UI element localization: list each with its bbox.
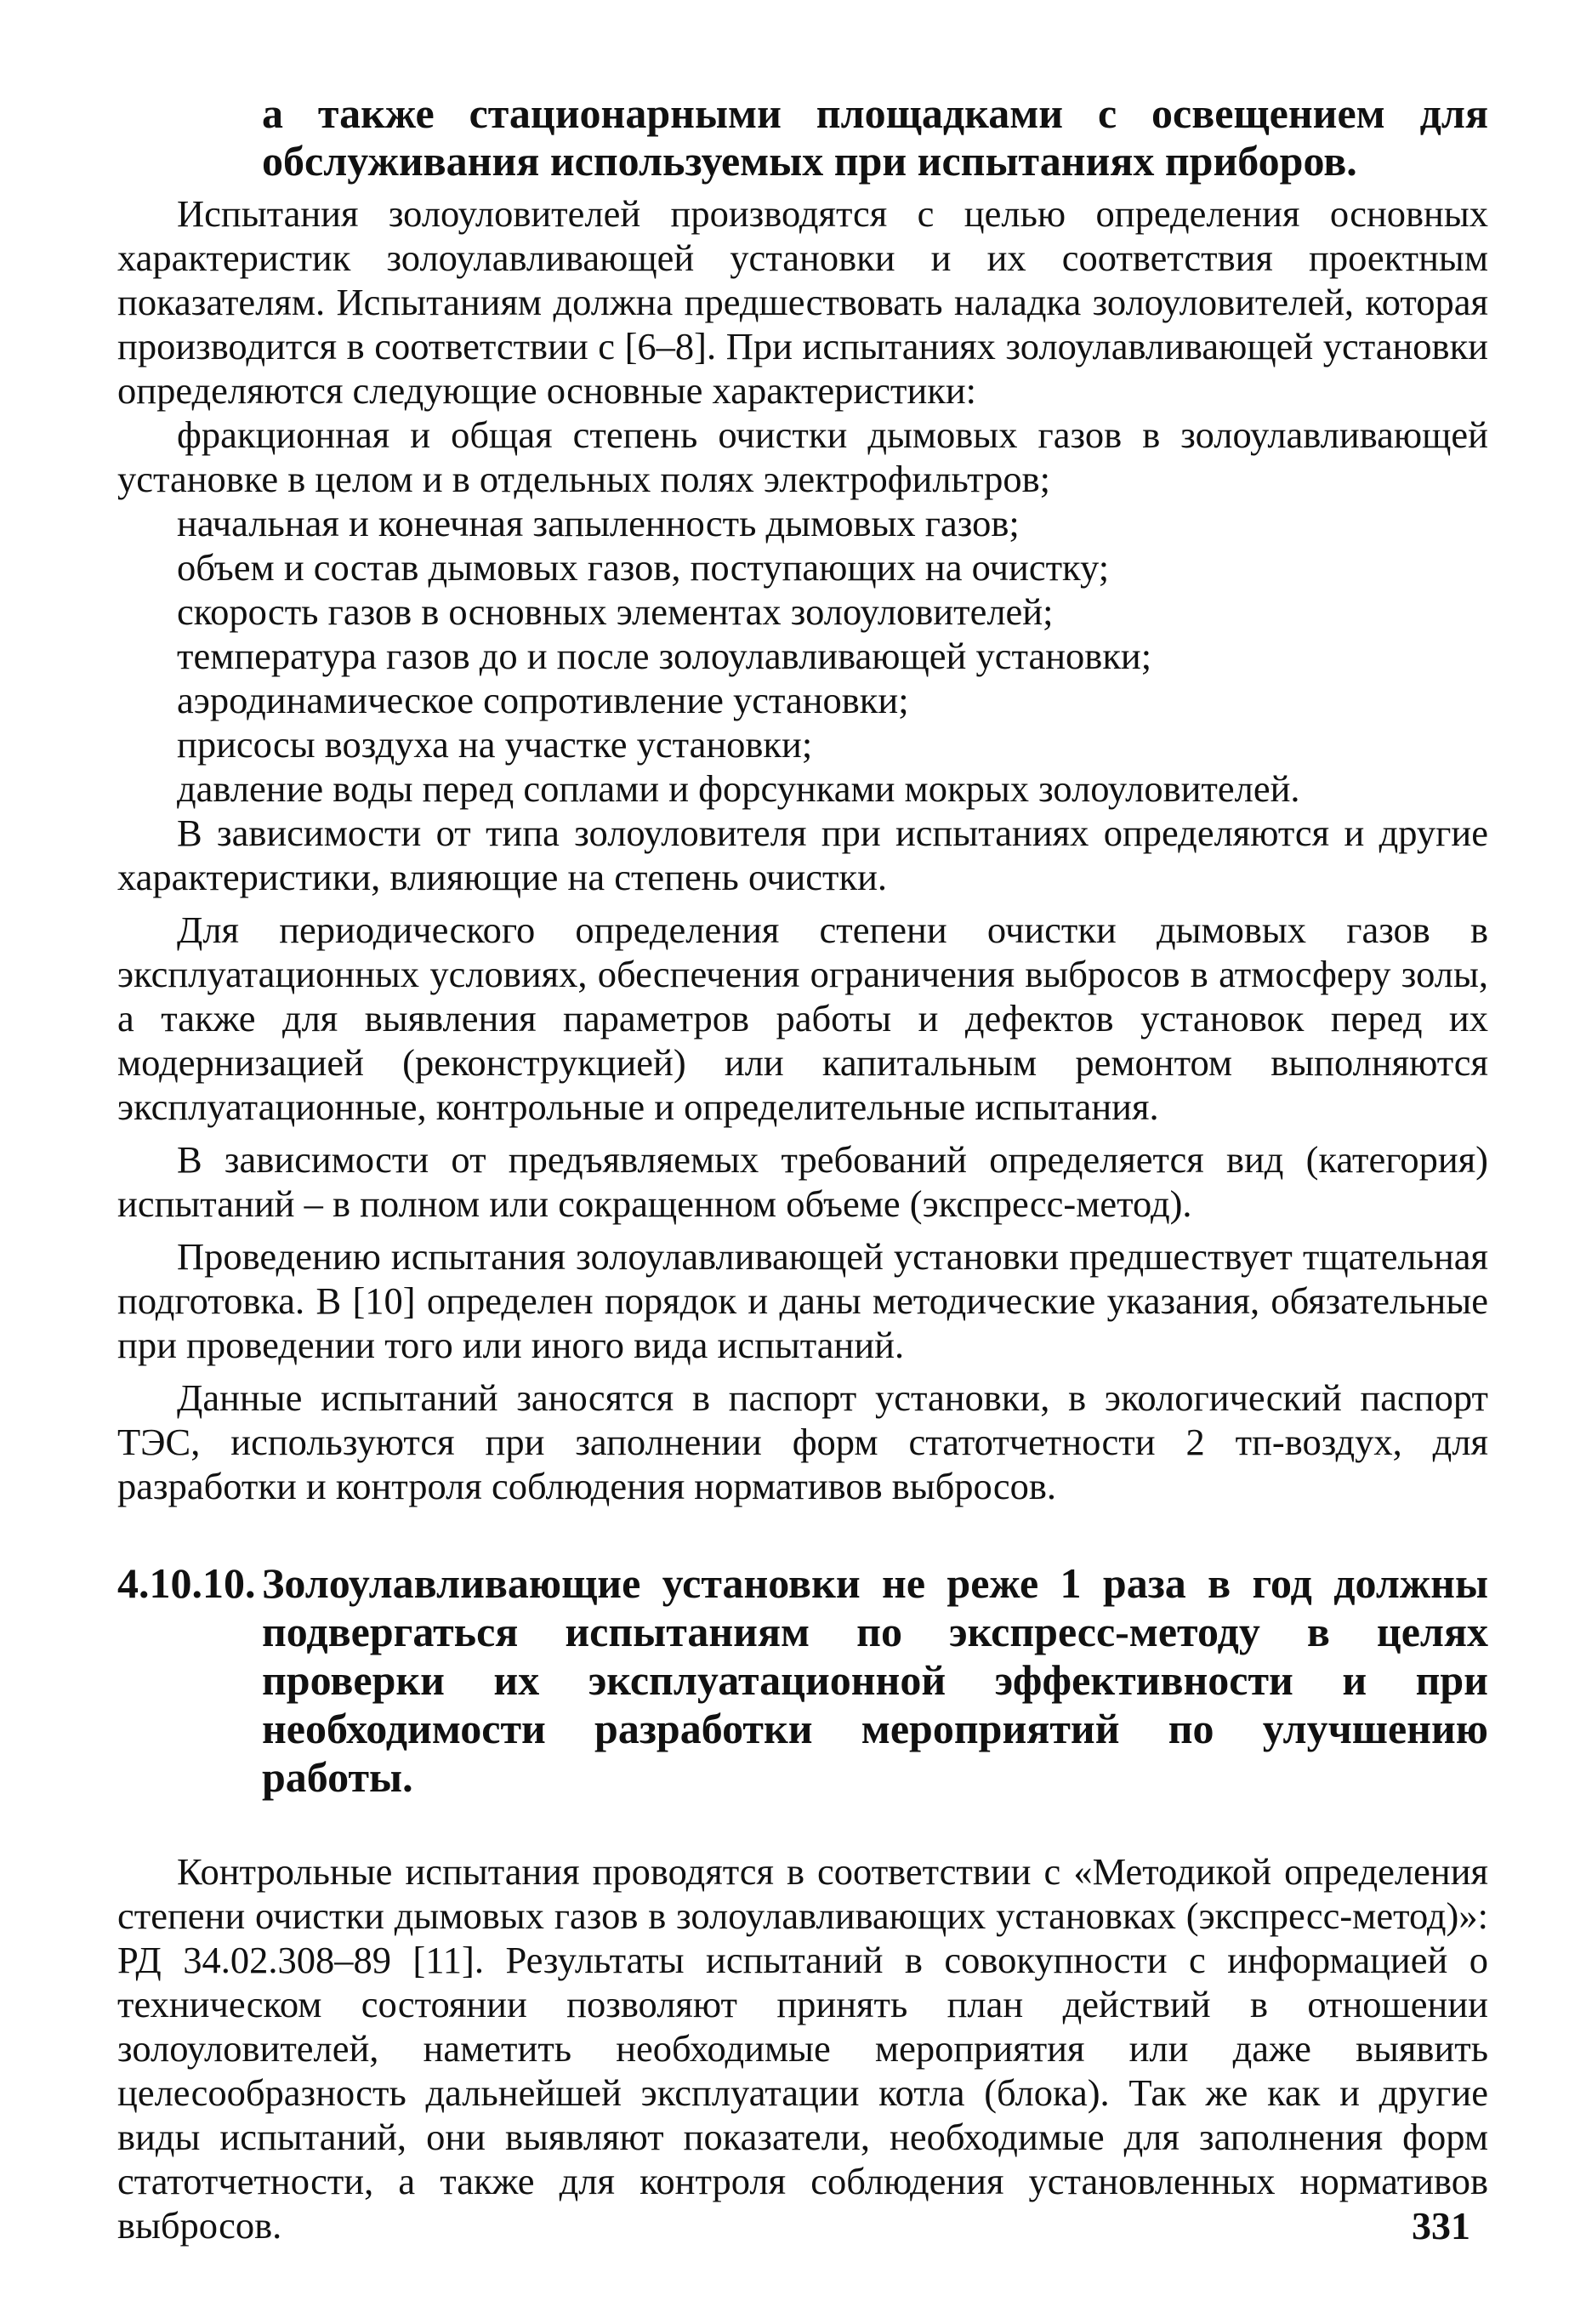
list-item: скорость газов в основных элементах золоуловителей; — [177, 590, 1054, 633]
section-number: 4.10.10. — [117, 1559, 256, 1607]
list-item: начальная и конечная запыленность дымовых газов; — [177, 502, 1020, 544]
characteristics-list — [117, 413, 1488, 811]
list-item: температура газов до и после золоулавливающей установки; — [177, 635, 1152, 677]
body-paragraph: В зависимости от предъявляемых требований определяется вид (категория) испытаний – в полном или сокращенном объеме (экспресс-метод). — [117, 1138, 1488, 1225]
list-item: фракционная и общая степень очистки дымовых газов в золоулавливающей установке в целом и в отдельных полях электрофильтров; — [117, 413, 1488, 500]
list-item: аэродинамическое сопротивление установки; — [177, 679, 909, 721]
body-paragraph: Проведению испытания золоулавливающей установки предшествует тщательная подготовка. В [10] определен порядок и даны методические указания, обязательные при проведении того или иного вида испытаний. — [117, 1235, 1488, 1366]
body-paragraph: В зависимости от типа золоуловителя при испытаниях определяются и другие характеристики, влияющие на степень очистки. — [117, 812, 1488, 898]
list-item: давление воды перед соплами и форсунками мокрых золоуловителей. — [177, 767, 1300, 810]
page-number: 331 — [1412, 2204, 1470, 2247]
list-item: присосы воздуха на участке установки; — [177, 723, 813, 766]
body-paragraph: Для периодического определения степени очистки дымовых газов в эксплуатационных условиях, обеспечения ограничения выбросов в атмосферу золы, а также для выявления параметров работы и дефектов установок перед их модернизацией (реконструкцией) или капитальным ремонтом выполняются эксплуатационные, контрольные и определительные испытания. — [117, 909, 1488, 1128]
intro-paragraph: Испытания золоуловителей производятся с целью определения основных характеристик золоулавливающей установки и их соответствия проектным показателям. Испытаниям должна предшествовать наладка золоуловителей, которая производится в соответствии с [6–8]. При испытаниях золоулавливающей установки определяются следующие основные характеристики: — [117, 192, 1488, 412]
section-title: Золоулавливающие установки не реже 1 раза в год должны подвергаться испытаниям по экспресс-методу в целях проверки их эксплуатационной эффективности и при необходимости разработки мероприятий по улучшению работы. — [262, 1559, 1488, 1801]
page-content — [117, 89, 1488, 2247]
section-heading — [117, 1559, 1488, 1802]
final-paragraph: Контрольные испытания проводятся в соответствии с «Методикой определения степени очистки дымовых газов в золоулавливающих установках (экспресс-метод)»: РД 34.02.308–89 [11]. Результаты испытаний в совокупности с информацией о техническом состоянии позволяют принять план действий в отношении золоуловителей, наметить необходимые мероприятия или даже выявить целесообразность дальнейшей эксплуатации котла (блока). Так же как и другие виды испытаний, они выявляют показатели, необходимые для заполнения форм статотчетности, а также для контроля соблюдения установленных нормативов выбросов. — [117, 1850, 1488, 2247]
list-item: объем и состав дымовых газов, поступающих на очистку; — [177, 546, 1110, 589]
lead-heading: а также стационарными площадками с освещением для обслуживания используемых при испытаниях приборов. — [262, 89, 1488, 185]
body-paragraph: Данные испытаний заносятся в паспорт установки, в экологический паспорт ТЭС, используются при заполнении форм статотчетности 2 тп-воздух, для разработки и контроля соблюдения нормативов выбросов. — [117, 1376, 1488, 1507]
